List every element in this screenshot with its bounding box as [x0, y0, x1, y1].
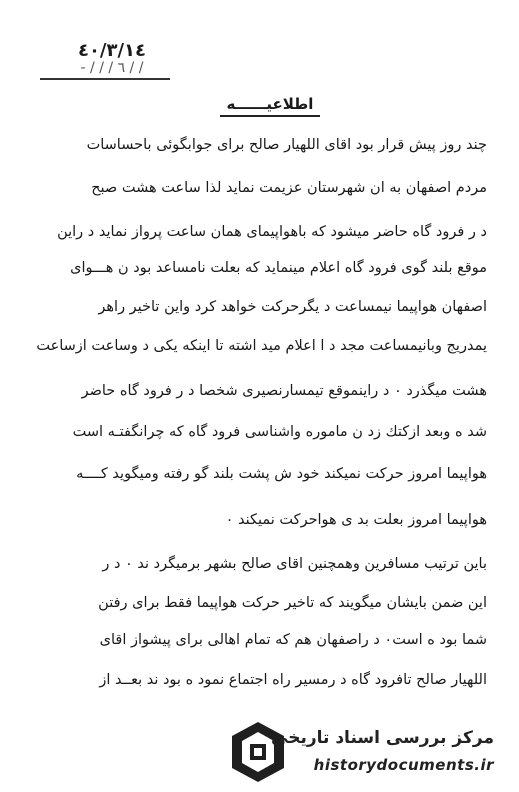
text-line: این ضمن بایشان میگویند که تاخیر حرکت هواپیما فقط برای رفتن [98, 595, 487, 611]
text-line: اصفهان هواپیما نیمساعت د یگرحرکت خواهد کرد واین تاخیر راهر [98, 299, 487, 315]
date-stamp [62, 40, 162, 76]
text-line: هشت میگذرد ٠ د راینموقع تیمسارنصیری شخصا د ر فرود گاه حاضر [81, 383, 487, 399]
text-line: د ر فرود گاه حاضر میشود که باهواپیمای همان ساعت پرواز نماید د راین [57, 224, 487, 240]
watermark-name: مرکز بررسی اسناد تاریخی [271, 728, 494, 748]
text-line: هواپیما امروز حرکت نمیکند خود ش پشت بلند گو رفته ومیگوید کــــه [76, 466, 487, 482]
text-line: شد ه وبعد ازکتك زد ن ماموره واشناسی فرود گاه که چرانگفتـه است [72, 424, 487, 440]
document-date-underline: - / / / ٦ / / [80, 60, 144, 76]
text-line: هواپیما امروز بعلت بد ی هواحرکت نمیکند ٠ [225, 512, 487, 528]
text-line: یمدریج وبانیمساعت مجد د ا اعلام مید اشته تا اینکه یکی د وساعت ازساعت [36, 338, 487, 354]
text-line: چند روز پیش قرار بود اقای اللهیار صالح برای جوابگوئی باحساسات [86, 137, 487, 153]
date-rule-divider [40, 78, 170, 80]
text-line: باین ترتیب مسافرین وهمچنین اقای صالح بشهر برمیگرد ند ٠ د ر [102, 556, 487, 572]
text-line: مردم اصفهان به ان شهرستان عزیمت نماید لذا ساعت هشت صبح [91, 180, 487, 196]
text-line: اللهیار صالح تافرود گاه د رمسیر راه اجتماع نمود ه بود ند بعــد از [99, 672, 487, 688]
document-date: ٤٠/٣/١٤ [77, 40, 147, 61]
watermark-logo [228, 718, 508, 788]
text-line: شما بود ه است٠ د راصفهان هم که تمام اهالی برای پیشواز اقای [99, 632, 487, 648]
document-title: اطلاعیــــــه [220, 95, 320, 117]
text-line: موقع بلند گوی فرود گاه اعلام مینماید که بعلت نامساعد بود ن هـــوای [70, 260, 487, 276]
watermark-url: historydocuments.ir [313, 756, 494, 774]
